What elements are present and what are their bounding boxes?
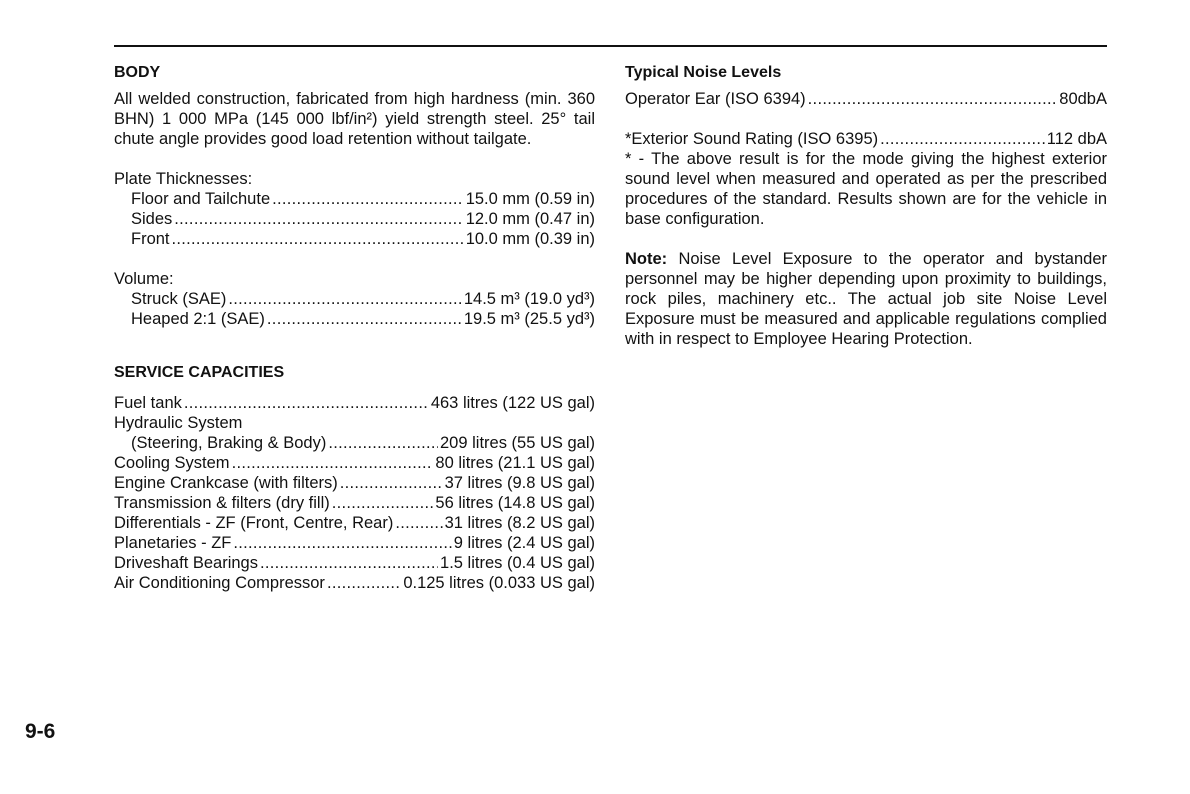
spec-label: Fuel tank bbox=[114, 394, 182, 412]
spec-row bbox=[114, 493, 595, 513]
spec-row bbox=[131, 209, 595, 229]
spec-label: Planetaries - ZF bbox=[114, 534, 232, 552]
volume-label: Volume: bbox=[114, 270, 174, 288]
spec-label: Air Conditioning Compressor bbox=[114, 574, 325, 592]
spec-row bbox=[114, 473, 595, 493]
spec-row bbox=[131, 433, 595, 453]
spec-value: 112 dbA bbox=[1046, 130, 1107, 148]
spec-value: 1.5 litres (0.4 US gal) bbox=[440, 554, 595, 572]
spec-value: 12.0 mm (0.47 in) bbox=[465, 210, 595, 228]
spec-label: *Exterior Sound Rating (ISO 6395) bbox=[625, 130, 879, 148]
spec-label: Front bbox=[131, 230, 170, 248]
spec-value: 19.5 m³ (25.5 yd³) bbox=[463, 310, 595, 328]
spec-value: 463 litres (122 US gal) bbox=[430, 394, 595, 412]
spec-row bbox=[625, 129, 1107, 149]
spec-value: 14.5 m³ (19.0 yd³) bbox=[463, 290, 595, 308]
body-description: All welded construction, fabricated from high hardness (min. 360 BHN) 1 000 MPa (145 000 lbf/in²) yield strength steel. 25° tail chute angle provides good load retention without tailgate. bbox=[114, 90, 595, 148]
plate-list bbox=[114, 189, 595, 249]
noise-footnote: * - The above result is for the mode giving the highest exterior sound level when measured and operated as per the prescribed procedures of the standard. Results shown are for the vehicle in base configuration. bbox=[625, 150, 1107, 228]
spec-row bbox=[114, 533, 595, 553]
noise-note bbox=[625, 249, 1107, 349]
page-number: 9-6 bbox=[25, 720, 56, 743]
top-rule bbox=[114, 45, 1107, 47]
spec-label: (Steering, Braking & Body) bbox=[131, 434, 327, 452]
spec-label: Driveshaft Bearings bbox=[114, 554, 258, 572]
plate-thickness-label: Plate Thicknesses: bbox=[114, 170, 253, 188]
spec-label: Sides bbox=[131, 210, 173, 228]
spec-label: Differentials - ZF (Front, Centre, Rear) bbox=[114, 514, 394, 532]
spec-row bbox=[114, 453, 595, 473]
body-heading: BODY bbox=[114, 64, 161, 81]
spec-row bbox=[114, 393, 595, 413]
spec-label: Struck (SAE) bbox=[131, 290, 227, 308]
spec-value: 31 litres (8.2 US gal) bbox=[444, 514, 595, 532]
note-label: Note: bbox=[625, 250, 668, 268]
service-heading: SERVICE CAPACITIES bbox=[114, 364, 285, 381]
spec-row bbox=[114, 573, 595, 593]
spec-value: 10.0 mm (0.39 in) bbox=[465, 230, 595, 248]
spec-label: Operator Ear (ISO 6394) bbox=[625, 90, 806, 108]
spec-row bbox=[131, 189, 595, 209]
spec-label: Heaped 2:1 (SAE) bbox=[131, 310, 265, 328]
spec-row bbox=[114, 513, 595, 533]
spec-row bbox=[131, 309, 595, 329]
hydraulic-label: Hydraulic System bbox=[114, 414, 243, 432]
noise-heading: Typical Noise Levels bbox=[625, 64, 782, 81]
spec-row bbox=[114, 553, 595, 573]
left-column bbox=[114, 63, 595, 593]
spec-value: 37 litres (9.8 US gal) bbox=[444, 474, 595, 492]
spec-row bbox=[625, 89, 1107, 109]
spec-value: 9 litres (2.4 US gal) bbox=[453, 534, 595, 552]
spec-value: 80dbA bbox=[1059, 90, 1107, 108]
spec-label: Transmission & filters (dry fill) bbox=[114, 494, 330, 512]
spec-label: Cooling System bbox=[114, 454, 230, 472]
spec-value: 80 litres (21.1 US gal) bbox=[435, 454, 595, 472]
volume-list bbox=[114, 289, 595, 329]
spec-row bbox=[131, 289, 595, 309]
spec-row bbox=[131, 229, 595, 249]
spec-value: 209 litres (55 US gal) bbox=[440, 434, 595, 452]
spec-value: 15.0 mm (0.59 in) bbox=[465, 190, 595, 208]
spec-value: 56 litres (14.8 US gal) bbox=[435, 494, 595, 512]
note-text: Noise Level Exposure to the operator and bystander personnel may be higher depending upon proximity to buildings, rock piles, machinery etc.. The actual job site Noise Level Exposure must be measured and applicable regulations complied with in respect to Employee Hearing Protection. bbox=[625, 250, 1107, 348]
spec-value: 0.125 litres (0.033 US gal) bbox=[403, 574, 595, 592]
spec-label: Engine Crankcase (with filters) bbox=[114, 474, 338, 492]
spec-label: Floor and Tailchute bbox=[131, 190, 271, 208]
right-column bbox=[625, 63, 1107, 349]
